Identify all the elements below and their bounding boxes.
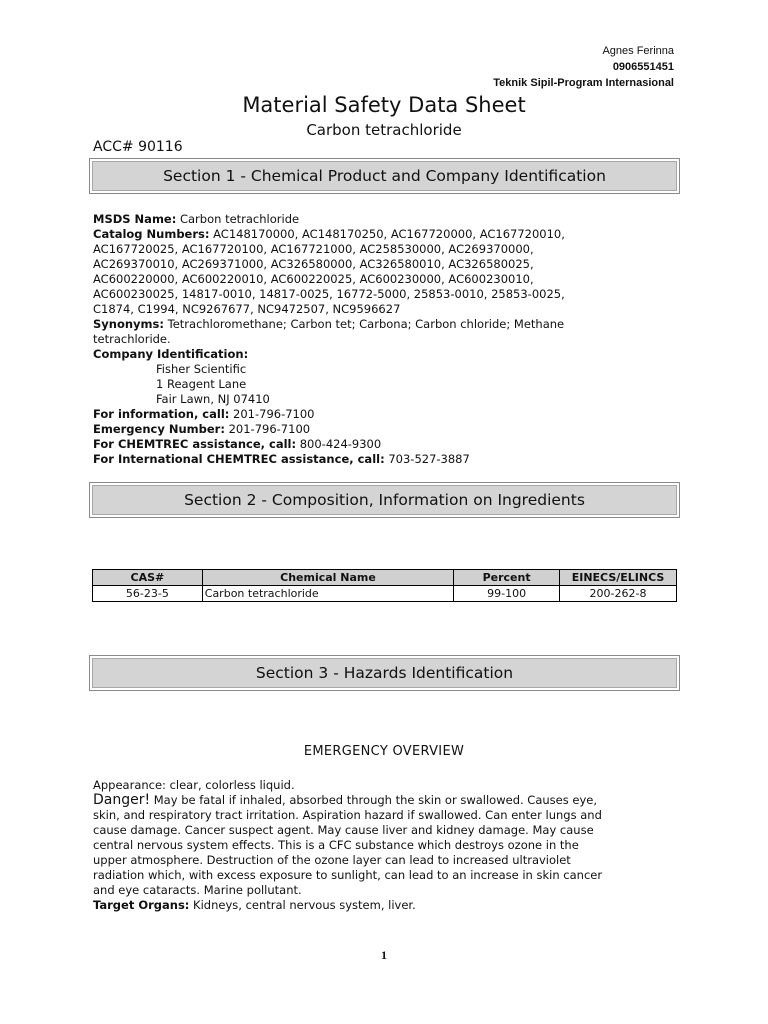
author-program: Teknik Sipil-Program Internasional — [493, 77, 674, 89]
catalog-value: AC148170000, AC148170250, AC167720000, AC167720010, — [209, 227, 565, 241]
msds-name-value: Carbon tetrachloride — [176, 212, 300, 226]
appearance-line: Appearance: clear, colorless liquid. — [93, 778, 295, 792]
info-line — [93, 407, 565, 422]
danger-line: radiation which, with excess exposure to sunlight, can lead to an increase in skin cancer — [93, 868, 603, 882]
author-id: 0906551451 — [612, 61, 674, 73]
section-1-body — [93, 212, 565, 467]
catalog-line: AC600230025, 14817-0010, 14817-0025, 16772-5000, 25853-0010, 25853-0025, — [93, 287, 565, 301]
company-line: 1 Reagent Lane — [156, 377, 247, 391]
cell-einecs: 200-262-8 — [560, 586, 677, 602]
author-name: Agnes Ferinna — [602, 45, 674, 57]
cell-cas: 56-23-5 — [93, 586, 203, 602]
target-organs-value: Kidneys, central nervous system, liver. — [189, 898, 416, 912]
intl-chemtrec-value: 703-527-3887 — [384, 452, 470, 466]
document-subtitle: Carbon tetrachloride — [306, 121, 462, 139]
chemtrec-value: 800-424-9300 — [296, 437, 382, 451]
catalog-line: AC269370010, AC269371000, AC326580000, AC326580010, AC326580025, — [93, 257, 534, 271]
column-header-einecs: EINECS/ELINCS — [560, 570, 677, 586]
intl-chemtrec-line — [93, 452, 565, 467]
danger-line: cause damage. Cancer suspect agent. May cause liver and kidney damage. May cause — [93, 823, 594, 837]
cell-percent: 99-100 — [454, 586, 560, 602]
acc-number: ACC# 90116 — [93, 139, 183, 155]
emergency-overview-title: EMERGENCY OVERVIEW — [303, 744, 465, 759]
cell-chemical-name: Carbon tetrachloride — [202, 586, 453, 602]
synonyms-value: Tetrachloromethane; Carbon tet; Carbona; Carbon chloride; Methane — [163, 317, 565, 331]
emergency-line — [93, 422, 565, 437]
section-3-heading: Section 3 - Hazards Identification — [89, 655, 680, 691]
synonyms-line — [93, 317, 565, 332]
table-row — [93, 586, 677, 602]
company-line: Fair Lawn, NJ 07410 — [156, 392, 270, 406]
ingredients-table — [92, 569, 677, 602]
chemtrec-label: For CHEMTREC assistance, call: — [93, 437, 297, 451]
table-header-row — [93, 570, 677, 586]
msds-name-line — [93, 212, 565, 227]
document-title: Material Safety Data Sheet — [242, 93, 526, 117]
company-line: Fisher Scientific — [156, 362, 247, 376]
column-header-percent: Percent — [454, 570, 560, 586]
company-label: Company Identification: — [93, 347, 249, 361]
info-value: 201-796-7100 — [229, 407, 315, 421]
chemtrec-line — [93, 437, 565, 452]
danger-text: May be fatal if inhaled, absorbed through the skin or swallowed. Causes eye, — [150, 793, 597, 807]
target-organs-label: Target Organs: — [93, 898, 190, 912]
danger-line: skin, and respiratory tract irritation. Aspiration hazard if swallowed. Can enter lungs and — [93, 808, 602, 822]
danger-line: and eye cataracts. Marine pollutant. — [93, 883, 302, 897]
section-1-heading: Section 1 - Chemical Product and Company Identification — [89, 158, 680, 194]
intl-chemtrec-label: For International CHEMTREC assistance, call: — [93, 452, 385, 466]
section-2-heading: Section 2 - Composition, Information on Ingredients — [89, 482, 680, 518]
catalog-label: Catalog Numbers: — [93, 227, 210, 241]
synonyms-label: Synonyms: — [93, 317, 164, 331]
info-label: For information, call: — [93, 407, 230, 421]
msds-name-label: MSDS Name: — [93, 212, 177, 226]
emergency-label: Emergency Number: — [93, 422, 225, 436]
emergency-value: 201-796-7100 — [224, 422, 311, 436]
author-block — [493, 43, 674, 91]
page-number: 1 — [381, 948, 387, 962]
catalog-line: AC167720025, AC167720100, AC167721000, AC258530000, AC269370000, — [93, 242, 534, 256]
catalog-line: C1874, C1994, NC9267677, NC9472507, NC9596627 — [93, 302, 401, 316]
catalog-line — [93, 227, 565, 242]
column-header-chemical-name: Chemical Name — [202, 570, 453, 586]
danger-label: Danger! — [93, 792, 151, 808]
column-header-cas: CAS# — [93, 570, 203, 586]
catalog-line: AC600220000, AC600220010, AC600220025, AC600230000, AC600230010, — [93, 272, 534, 286]
target-organs-line — [93, 898, 683, 913]
danger-line: central nervous system effects. This is a CFC substance which destroys ozone in the — [93, 838, 579, 852]
danger-line: upper atmosphere. Destruction of the ozone layer can lead to increased ultraviolet — [93, 853, 571, 867]
section-3-body — [93, 778, 683, 913]
danger-line — [93, 793, 683, 808]
synonyms-line: tetrachloride. — [93, 332, 171, 346]
